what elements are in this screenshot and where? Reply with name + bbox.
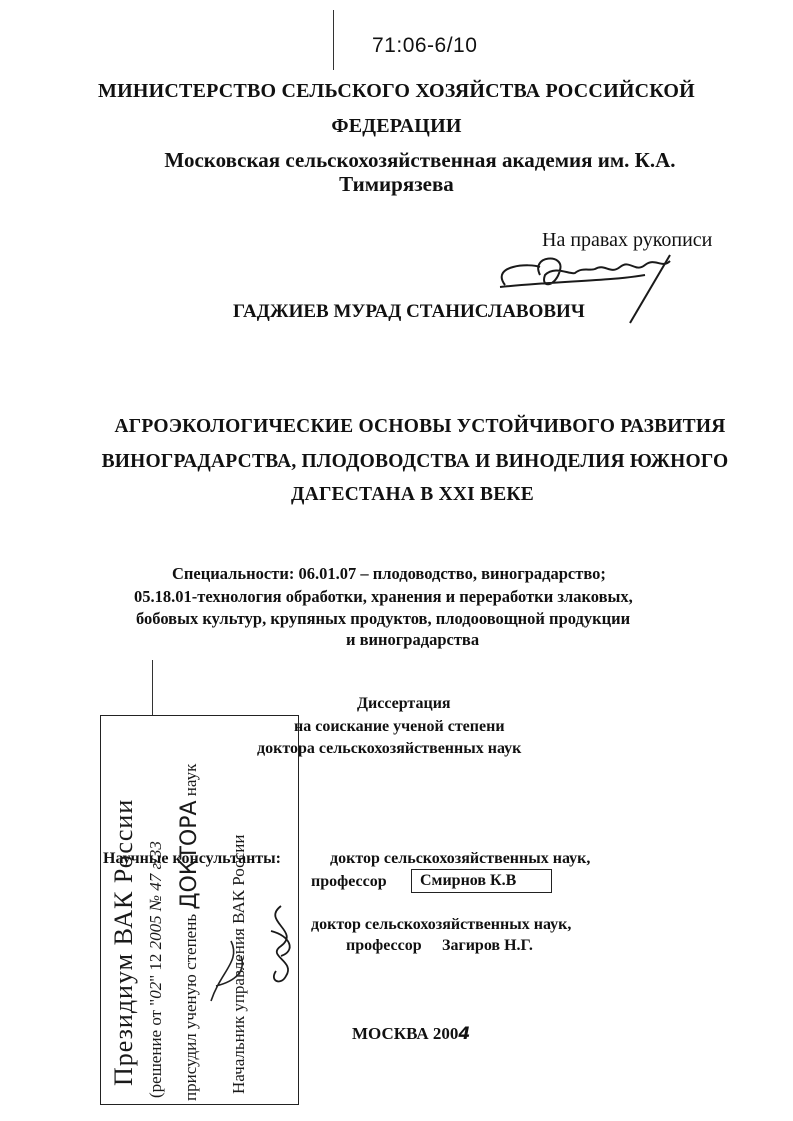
stamp-year: 2005 (146, 915, 165, 950)
consultant-2-name: Загиров Н.Г. (442, 937, 533, 954)
stamp-line-3: присудил ученую степень ДОКТОРА наук (177, 763, 202, 1101)
manuscript-note: На правах рукописи (542, 229, 713, 251)
consultant-1-title: профессор (311, 873, 387, 890)
margin-line-stamp (152, 660, 153, 715)
consultant-2-title: профессор (346, 937, 422, 954)
author-name: ГАДЖИЕВ МУРАД СТАНИСЛАВОВИЧ (233, 301, 585, 322)
stamp-hand-number: № 47 г/33 (146, 841, 165, 912)
footer-year-handwritten: 4 (458, 1024, 471, 1044)
consultants-label: Научные консультанты: (103, 850, 281, 867)
registry-code: 71:06-6/10 (372, 34, 478, 57)
stamp-hand-day: 02 (146, 981, 165, 999)
dissertation-line-3: доктора сельскохозяйственных наук (257, 740, 522, 757)
title-line-3: ДАГЕСТАНА В XXI ВЕКЕ (291, 484, 534, 505)
title-line-2: ВИНОГРАДАРСТВА, ПЛОДОВОДСТВА И ВИНОДЕЛИЯ ЮЖНОГО (101, 451, 729, 472)
stamp-signature (251, 901, 311, 991)
specialty-line-3: бобовых культур, крупяных продуктов, плодоовощной продукции (136, 609, 631, 628)
specialty-line-2: 05.18.01-технология обработки, хранения и переработки злаковых, (134, 587, 633, 606)
margin-line-top (333, 10, 334, 70)
ministry-line-2: ФЕДЕРАЦИИ (331, 115, 462, 137)
academy-line-2: Тимирязева (339, 172, 454, 196)
consultant-1-name: Смирнов К.В (411, 869, 552, 893)
stamp-line-2: (решение от "02" 12 2005 № 47 г/33 (146, 841, 165, 1098)
vak-stamp (100, 715, 299, 1105)
dissertation-line-1: Диссертация (357, 695, 451, 712)
consultant-1-degree: доктор сельскохозяйственных наук, (330, 850, 591, 867)
title-line-1: АГРОЭКОЛОГИЧЕСКИЕ ОСНОВЫ УСТОЙЧИВОГО РАЗВИТИЯ (114, 416, 726, 437)
consultant-2-degree: доктор сельскохозяйственных наук, (311, 916, 572, 933)
footer-year: 2004 (432, 1024, 471, 1044)
footer-city-year (352, 1024, 470, 1044)
stamp-degree: ДОКТОРА (177, 800, 202, 910)
specialty-line-1: Специальности: 06.01.07 – плодоводство, виноградарство; (172, 564, 606, 583)
footer-city: МОСКВА (352, 1024, 429, 1043)
ministry-line-1: МИНИСТЕРСТВО СЕЛЬСКОГО ХОЗЯЙСТВА РОССИЙСКОЙ (98, 80, 695, 102)
dissertation-line-2: на соискание ученой степени (294, 718, 505, 735)
specialty-line-4: и виноградарства (346, 630, 480, 649)
stamp-line-1: Президиум ВАК России (109, 798, 138, 1086)
stamp-line-4: Начальник управления ВАК России (229, 834, 248, 1094)
academy-line-1: Московская сельскохозяйственная академия им. К.А. (164, 148, 676, 172)
